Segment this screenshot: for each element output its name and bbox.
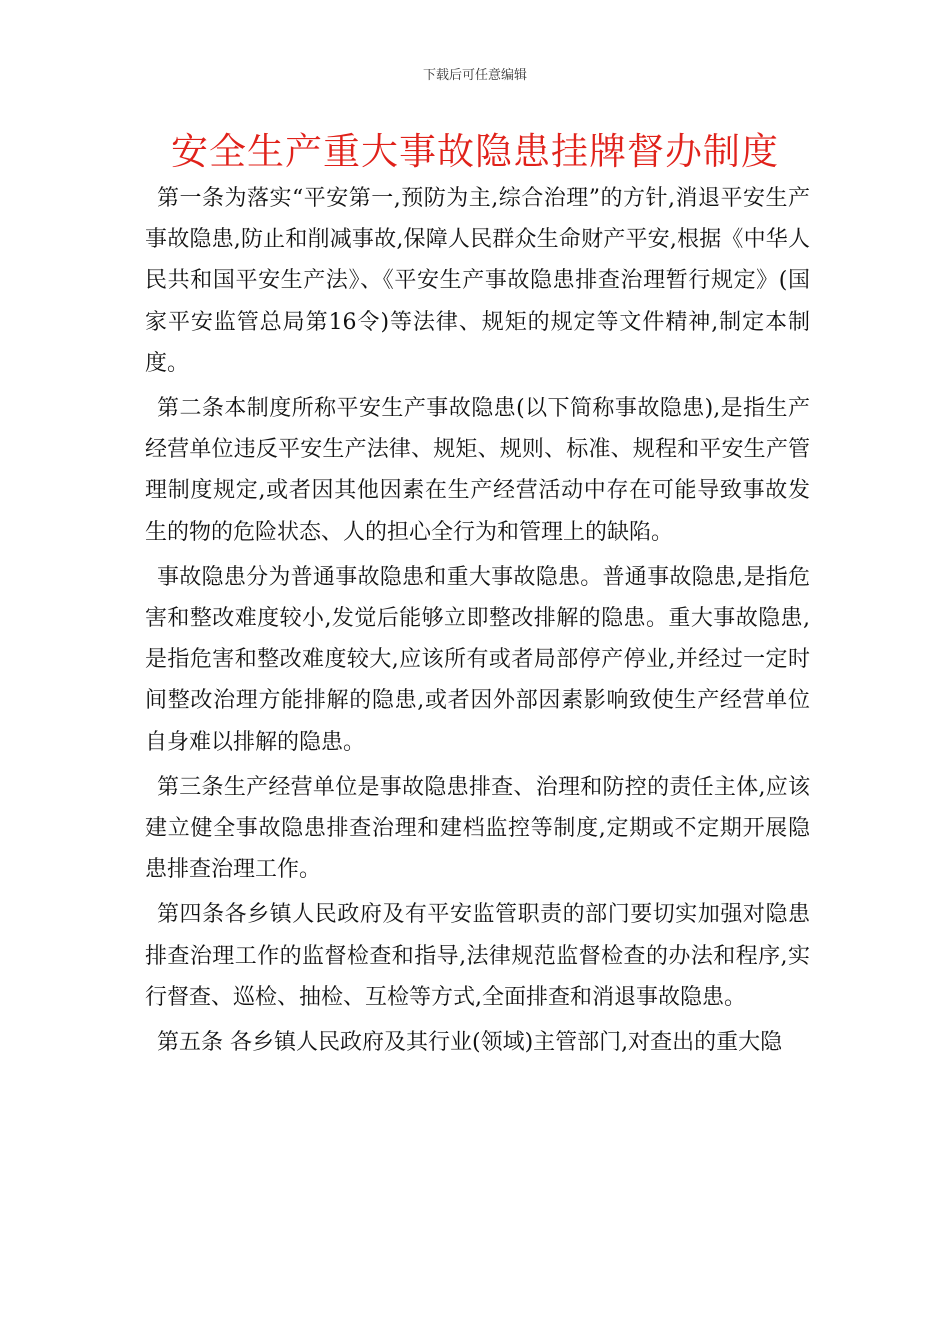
document-title: 安全生产重大事故隐患挂牌督办制度 bbox=[171, 130, 779, 173]
paragraph-article-3: 第三条生产经营单位是事故隐患排查、治理和防控的责任主体,应该建立健全事故隐患排查治理和建档监控等制度,定期或不定期开展隐患排查治理工作。 bbox=[145, 774, 810, 883]
paragraph-article-5: 第五条 各乡镇人民政府及其行业(领域)主管部门,对查出的重大隐 bbox=[157, 1030, 783, 1056]
header-note: 下载后可任意编辑 bbox=[422, 68, 527, 83]
document-body bbox=[145, 178, 810, 1067]
paragraph-hazard-types: 事故隐患分为普通事故隐患和重大事故隐患。普通事故隐患,是指危害和整改难度较小,发觉后能够立即整改排解的隐患。重大事故隐患,是指危害和整改难度较大,应该所有或者局部停产停业,并经过一定时间整改治理方能排解的隐患,或者因外部因素影响致使生产经营单位自身难以排解的隐患。 bbox=[145, 564, 810, 755]
paragraph-article-2: 第二条本制度所称平安生产事故隐患(以下简称事故隐患),是指生产经营单位违反平安生产法律、规矩、规则、标准、规程和平安生产管理制度规定,或者因其他因素在生产经营活动中存在可能导致事故发生的物的危险状态、人的担心全行为和管理上的缺陷。 bbox=[145, 396, 810, 545]
paragraph-article-4: 第四条各乡镇人民政府及有平安监管职责的部门要切实加强对隐患排查治理工作的监督检查和指导,法律规范监督检查的办法和程序,实行督查、巡检、抽检、互检等方式,全面排查和消退事故隐患。 bbox=[145, 902, 810, 1010]
paragraph-article-1: 第一条为落实“平安第一,预防为主,综合治理”的方针,消退平安生产事故隐患,防止和削减事故,保障人民群众生命财产平安,根据《中华人民共和国平安生产法》、《平安生产事故隐患排查治理暂行规定》(国家平安监管总局第16令)等法律、规矩的规定等文件精神,制定本制度。 bbox=[145, 186, 810, 376]
